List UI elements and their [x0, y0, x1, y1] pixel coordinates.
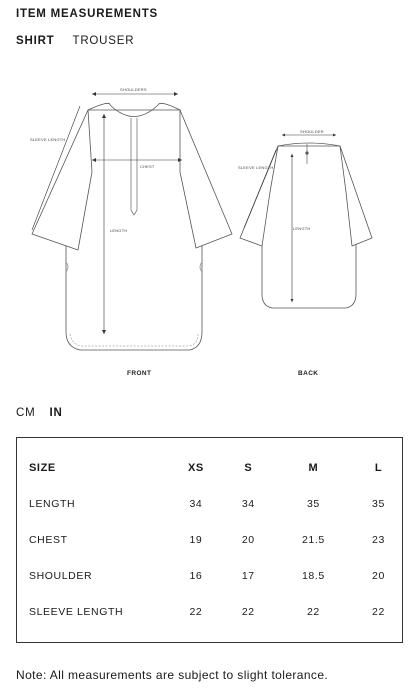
row-label: SLEEVE LENGTH: [29, 606, 124, 618]
garment-tabs: [16, 35, 148, 47]
header-xs: XS: [187, 462, 204, 474]
label-front-sleeve-length: SLEEVE LENGTH: [30, 137, 66, 142]
tolerance-note: Note: All measurements are subject to slight tolerance.: [16, 668, 329, 682]
cell-value: 17: [241, 570, 255, 582]
caption-front: FRONT: [127, 370, 152, 377]
page-title: ITEM MEASUREMENTS: [16, 8, 159, 20]
cell-value: 20: [372, 570, 385, 582]
garment-illustration: [0, 62, 416, 392]
header-l: L: [374, 462, 383, 474]
cell-value: 35: [306, 498, 320, 510]
header-size: SIZE: [29, 462, 56, 474]
size-table: [17, 450, 402, 630]
table-row: [17, 558, 402, 594]
unit-cm[interactable]: CM: [16, 407, 36, 419]
cell-value: 22: [241, 606, 255, 618]
table-row: [17, 594, 402, 630]
row-label: LENGTH: [29, 498, 76, 510]
tab-trouser[interactable]: TROUSER: [72, 35, 135, 47]
cell-value: 22: [306, 606, 320, 618]
header-m: M: [308, 462, 319, 474]
table-header-row: [17, 450, 402, 486]
cell-value: 21.5: [301, 534, 325, 546]
cell-value: 34: [241, 498, 255, 510]
cell-value: 34: [189, 498, 203, 510]
label-back-length: LENGTH: [293, 226, 311, 231]
label-shoulders: SHOULDERS: [120, 87, 147, 92]
cell-value: 23: [372, 534, 385, 546]
label-back-shoulder: SHOULDER: [300, 129, 324, 134]
cell-value: 16: [189, 570, 203, 582]
size-chart: [16, 437, 403, 643]
cell-value: 35: [372, 498, 385, 510]
label-back-sleeve-length: SLEEVE LENGTH: [238, 165, 274, 170]
unit-in[interactable]: IN: [49, 407, 63, 419]
row-label: CHEST: [29, 534, 68, 546]
cell-value: 20: [241, 534, 255, 546]
row-label: SHOULDER: [29, 570, 93, 582]
label-chest: CHEST: [140, 164, 155, 169]
unit-toggle: [16, 407, 73, 419]
tab-shirt[interactable]: SHIRT: [16, 35, 55, 47]
caption-back: BACK: [298, 370, 319, 377]
cell-value: 18.5: [301, 570, 325, 582]
header-s: S: [244, 462, 253, 474]
cell-value: 19: [189, 534, 203, 546]
table-row: [17, 522, 402, 558]
cell-value: 22: [372, 606, 385, 618]
table-row: [17, 486, 402, 522]
cell-value: 22: [189, 606, 203, 618]
label-front-length: LENGTH: [110, 228, 128, 233]
